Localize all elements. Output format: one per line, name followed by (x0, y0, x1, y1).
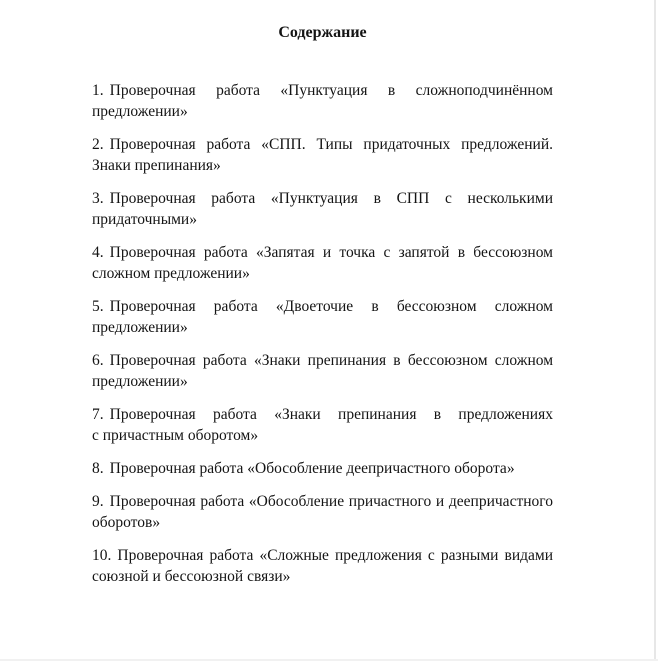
item-number: 2. (92, 136, 104, 153)
toc-item-line (92, 242, 553, 263)
page-right-edge (654, 0, 656, 661)
item-text: Проверочная работа «Запятая и точка с запятой в бессоюзном (109, 244, 553, 261)
item-text: Проверочная работа «Двоеточие в бессоюзном сложном (109, 298, 553, 315)
toc-item-line (92, 134, 553, 155)
item-number: 1. (92, 82, 104, 99)
toc-item-line (92, 545, 553, 566)
item-number: 8. (92, 460, 104, 477)
toc-item-line: Знаки препинания» (92, 157, 221, 174)
toc-list (92, 80, 553, 587)
item-number: 3. (92, 190, 104, 207)
toc-item-7 (92, 404, 553, 446)
item-text: Проверочная работа «Сложные предложения с разными видами (117, 547, 553, 564)
toc-item-line (92, 188, 553, 209)
toc-item-line: предложении» (92, 373, 188, 390)
item-text: Проверочная работа «Пунктуация в СПП с несколькими (109, 190, 553, 207)
toc-item-line: предложении» (92, 319, 188, 336)
page-title: Содержание (278, 24, 367, 41)
toc-item-6 (92, 350, 553, 392)
toc-item-8 (92, 458, 553, 479)
item-text: Проверочная работа «Обособление причастного и деепричастного (109, 493, 553, 510)
item-number: 7. (92, 406, 104, 423)
item-text: Проверочная работа «Пунктуация в сложноподчинённом (109, 82, 553, 99)
item-number: 10. (92, 547, 112, 564)
toc-item-line: сложном предложении» (92, 265, 250, 282)
toc-item-2 (92, 134, 553, 176)
toc-item-line (92, 80, 553, 101)
toc-item-line (92, 458, 553, 479)
toc-item-line: союзной и бессоюзной связи» (92, 568, 291, 585)
toc-item-line: оборотов» (92, 514, 161, 531)
item-number: 4. (92, 244, 104, 261)
toc-item-line (92, 296, 553, 317)
toc-item-line (92, 404, 553, 425)
toc-item-line (92, 350, 553, 371)
item-number: 5. (92, 298, 104, 315)
item-text: Проверочная работа «Знаки препинания в бессоюзном сложном (109, 352, 553, 369)
item-text: Проверочная работа «Обособление деепричастного оборота» (109, 460, 515, 477)
toc-item-3 (92, 188, 553, 230)
toc-item-line: придаточными» (92, 211, 197, 228)
toc-item-5 (92, 296, 553, 338)
toc-item-line: предложении» (92, 103, 188, 120)
toc-item-line: с причастным оборотом» (92, 427, 259, 444)
item-text: Проверочная работа «Знаки препинания в предложениях (109, 406, 553, 423)
toc-item-10 (92, 545, 553, 587)
toc-item-1 (92, 80, 553, 122)
toc-item-9 (92, 491, 553, 533)
toc-item-line (92, 491, 553, 512)
item-number: 9. (92, 493, 104, 510)
item-text: Проверочная работа «СПП. Типы придаточных предложений. (109, 136, 553, 153)
toc-item-4 (92, 242, 553, 284)
item-number: 6. (92, 352, 104, 369)
